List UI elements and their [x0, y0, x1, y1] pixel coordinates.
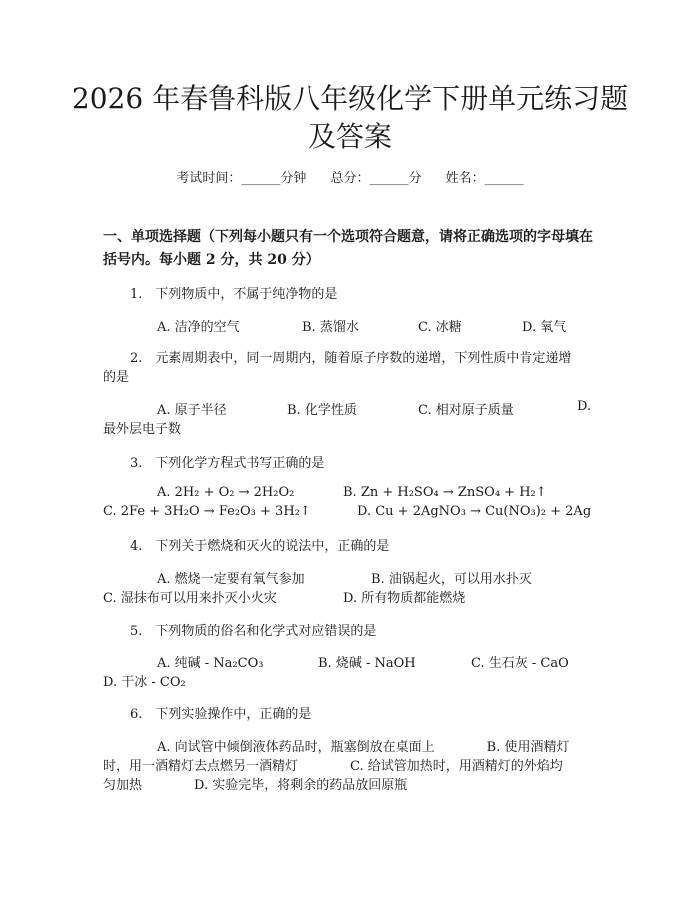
question-1-stem: 1. 下列物质中，不属于纯净物的是: [130, 287, 338, 302]
q4-option-b: B. 油锅起火，可以用水扑灭: [371, 572, 532, 587]
q5-option-b: B. 烧碱 - NaOH: [318, 656, 416, 671]
q3-option-c: C. 2Fe + 3H₂O → Fe₂O₃ + 3H₂↑: [103, 504, 311, 519]
question-5-stem: 5. 下列物质的俗名和化学式对应错误的是: [130, 624, 377, 639]
q2-option-b: B. 化学性质: [287, 403, 357, 418]
question-6-stem: 6. 下列实验操作中，正确的是: [130, 707, 312, 722]
total-score: 总分：______分: [330, 171, 422, 186]
question-2-stem-cont: 的是: [103, 370, 130, 385]
q3-option-a: A. 2H₂ + O₂ → 2H₂O₂: [157, 485, 295, 500]
q5-option-a: A. 纯碱 - Na₂CO₃: [157, 656, 264, 671]
q2-option-a: A. 原子半径: [157, 403, 227, 418]
exam-time: 考试时间：______分钟: [176, 171, 307, 186]
q5-option-d: D. 干冰 - CO₂: [103, 675, 186, 690]
q5-option-c: C. 生石灰 - CaO: [471, 656, 569, 671]
q4-option-d: D. 所有物质都能燃烧: [343, 591, 466, 606]
q2-option-c: C. 相对原子质量: [418, 403, 514, 418]
exam-info: [0, 167, 700, 186]
student-name: 姓名：______: [445, 171, 524, 186]
q2-option-d-cont: 最外层电子数: [103, 422, 182, 437]
q6-text-line-3: 匀加热 D. 实验完毕，将剩余的药品放回原瓶: [103, 778, 408, 793]
section-heading: 一、单项选择题（下列每小题只有一个选项符合题意，请将正确选项的字母填在括号内。每小题 2 分，共 20 分）: [103, 229, 593, 268]
q4-option-a: A. 燃烧一定要有氧气参加: [157, 572, 305, 587]
title-line-1: 2026 年春鲁科版八年级化学下册单元练习题: [71, 82, 629, 115]
document-title: [40, 80, 660, 156]
question-3-stem: 3. 下列化学方程式书写正确的是: [130, 456, 325, 471]
q1-option-b: B. 蒸馏水: [302, 320, 359, 335]
q6-text-line-2: 时，用一酒精灯去点燃另一酒精灯 C. 给试管加热时，用酒精灯的外焰均: [103, 759, 563, 774]
q1-option-c: C. 冰糖: [418, 320, 462, 335]
q3-option-b: B. Zn + H₂SO₄ → ZnSO₄ + H₂↑: [343, 485, 547, 500]
title-line-2: 及答案: [307, 120, 392, 153]
q1-option-a: A. 洁净的空气: [157, 320, 240, 335]
q3-option-d: D. Cu + 2AgNO₃ → Cu(NO₃)₂ + 2Ag: [357, 504, 592, 519]
q4-option-c: C. 湿抹布可以用来扑灭小火灾: [103, 591, 277, 606]
q1-option-d: D. 氧气: [522, 320, 567, 335]
q2-option-d: D.: [577, 399, 592, 414]
question-4-stem: 4. 下列关于燃烧和灭火的说法中，正确的是: [130, 539, 390, 554]
q6-text-line-1: A. 向试管中倾倒液体药品时，瓶塞倒放在桌面上 B. 使用酒精灯: [157, 740, 570, 755]
question-2-stem: 2. 元素周期表中，同一周期内，随着原子序数的递增，下列性质中肯定递增: [130, 351, 572, 366]
